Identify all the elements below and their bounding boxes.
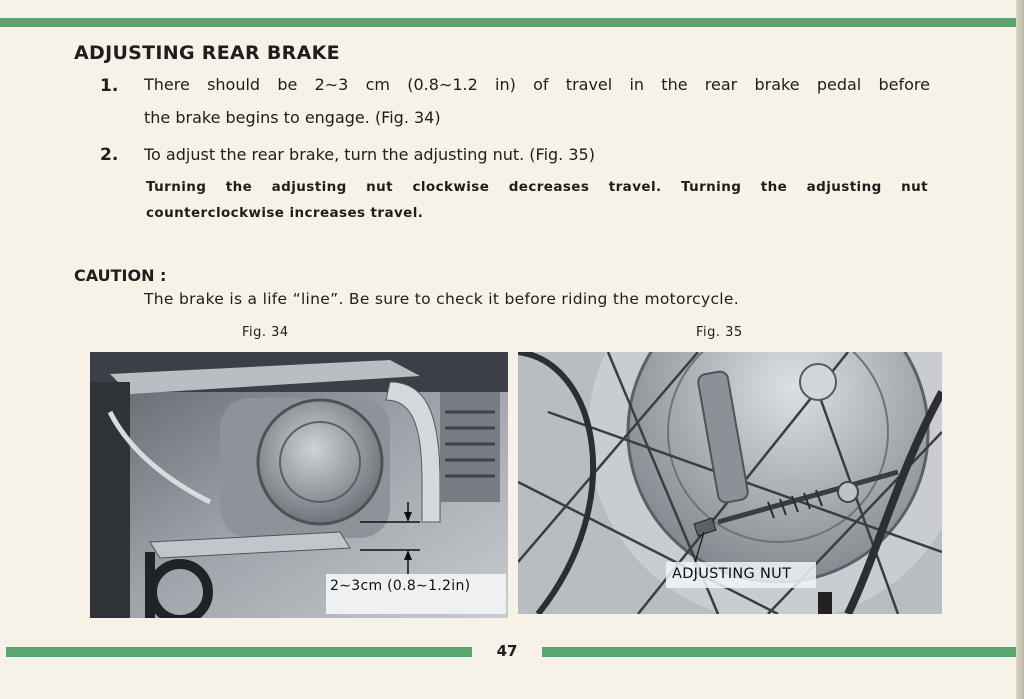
figure-35-photo [518, 352, 942, 614]
page-number: 47 [496, 642, 518, 660]
step-1-line-2: the brake begins to engage. (Fig. 34) [144, 108, 441, 127]
note-line-1: Turning the adjusting nut clockwise decreases travel. Turning the adjusting nut [146, 179, 928, 195]
step-1-number: 1. [100, 76, 119, 96]
step-1-line-1: There should be 2∼3 cm (0.8∼1.2 in) of travel in the rear brake pedal before [144, 75, 930, 94]
bottom-green-stripe-left [6, 647, 472, 657]
page-edge [1016, 0, 1024, 699]
figure-35-caption: Fig. 35 [696, 325, 743, 340]
note-line-2: counterclockwise increases travel. [146, 205, 424, 221]
top-green-stripe [0, 18, 1016, 27]
step-2-line-1: To adjust the rear brake, turn the adjusting nut. (Fig. 35) [144, 145, 595, 164]
bottom-green-stripe-right [542, 647, 1016, 657]
pedal-travel-annotation: 2∼3cm (0.8∼1.2in) [330, 578, 471, 594]
section-title: ADJUSTING REAR BRAKE [74, 42, 340, 64]
caution-label: CAUTION : [74, 266, 167, 285]
adjusting-nut-annotation: ADJUSTING NUT [672, 566, 792, 582]
figure-34-photo [90, 352, 508, 618]
figure-34-caption: Fig. 34 [242, 325, 289, 340]
caution-text: The brake is a life “line”. Be sure to check it before riding the motorcycle. [144, 290, 739, 308]
step-2-number: 2. [100, 145, 119, 165]
